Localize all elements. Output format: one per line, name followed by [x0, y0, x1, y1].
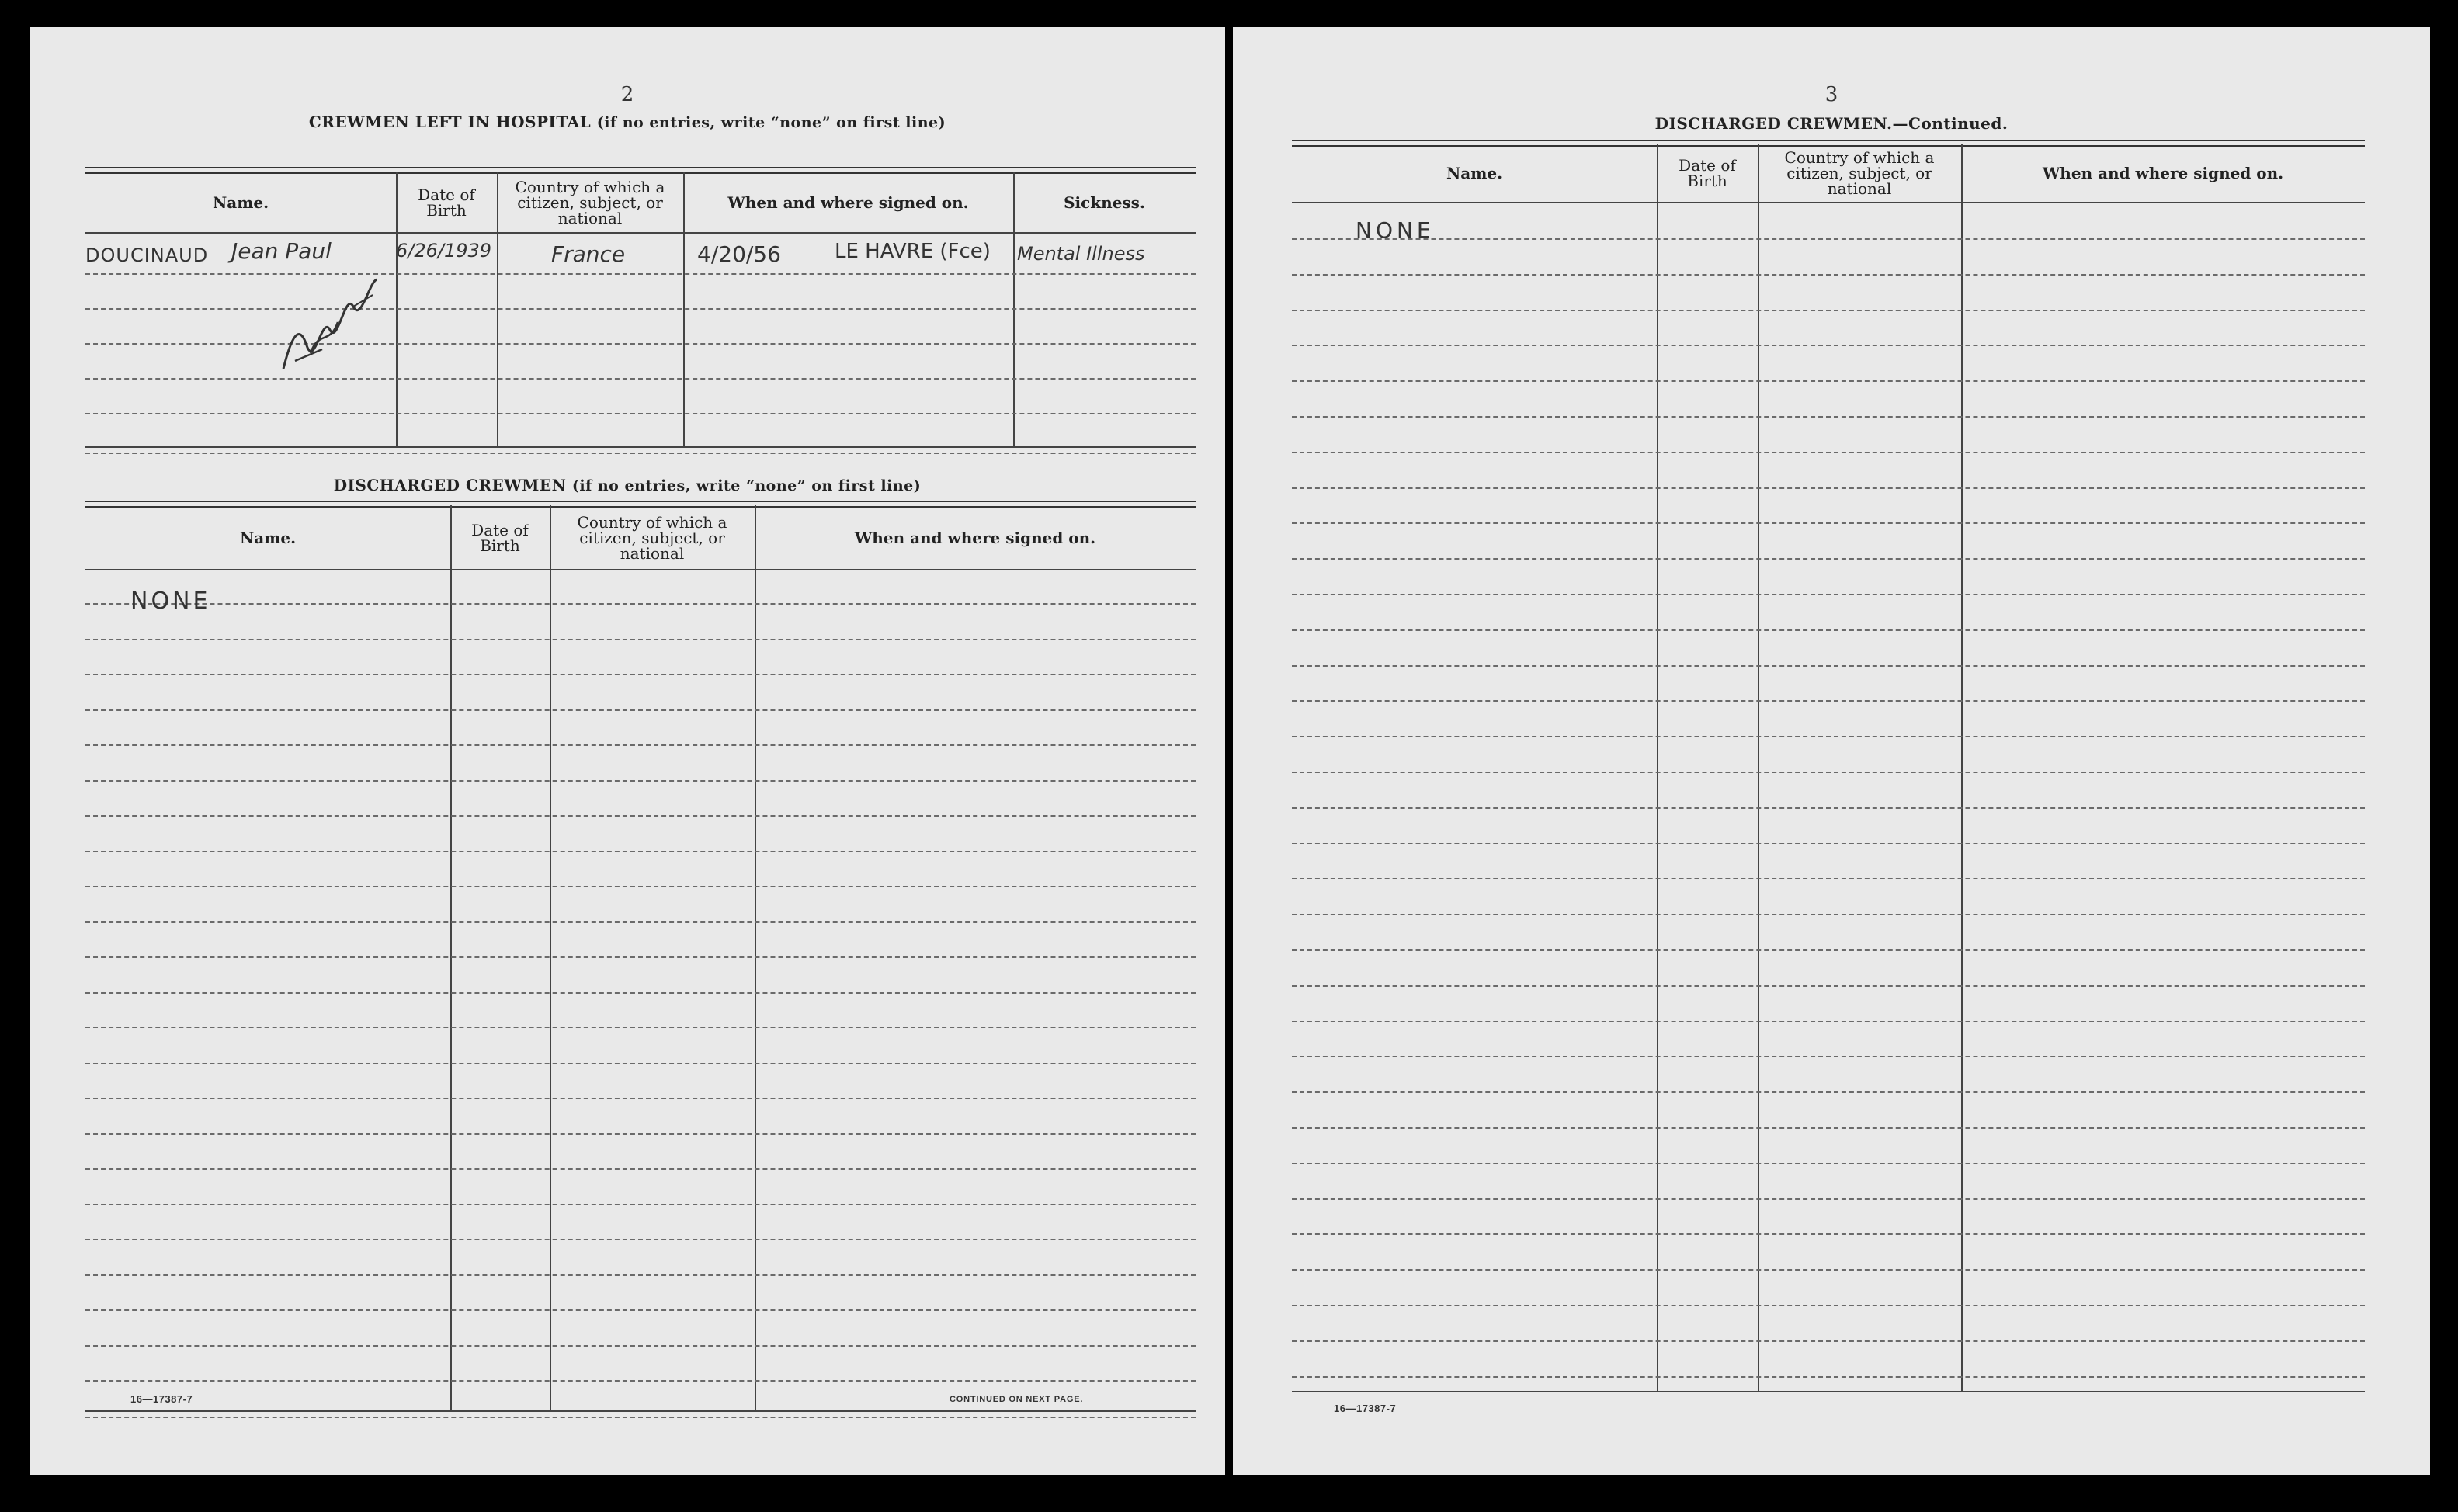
entry-line [1292, 1305, 2365, 1306]
entry-dob: 6/26/1939 [396, 240, 492, 262]
header-bottom-rule [85, 569, 1196, 570]
col-header-sickness: Sickness. [1064, 193, 1145, 212]
entry-line [1292, 1198, 2365, 1200]
entry-line [85, 343, 1196, 345]
section-title-discharged [30, 476, 1225, 494]
column-divider [1758, 144, 1759, 1391]
entry-line [1292, 1127, 2365, 1129]
col-header-country: Country of which a citizen, subject, or national [1784, 148, 1935, 198]
discharged-table [85, 501, 1196, 1417]
column-divider [1657, 144, 1658, 1391]
section-title-hospital [30, 113, 1225, 131]
col-header-signed-on: When and where signed on. [2042, 164, 2284, 182]
table-bottom-rule [85, 446, 1196, 448]
entry-line [85, 1098, 1196, 1099]
entry-sickness: Mental Illness [1017, 243, 1145, 265]
entry-surname: DOUCINAUD [85, 244, 209, 266]
entry-line [1292, 274, 2365, 276]
entry-line [1292, 416, 2365, 418]
entry-line [85, 413, 1196, 414]
section-note: (if no entries, write “none” on first line) [596, 114, 946, 131]
entry-line [85, 1239, 1196, 1240]
entry-line [1292, 914, 2365, 915]
entry-line [1292, 1340, 2365, 1342]
entry-line [85, 1133, 1196, 1135]
entry-given-name: Jean Paul [231, 238, 332, 264]
col-header-country: Country of which a citizen, subject, or national [515, 178, 665, 227]
form-code: 16—17387-7 [130, 1393, 193, 1405]
entry-line [85, 1345, 1196, 1347]
entry-line [1292, 452, 2365, 453]
section-title-text: CREWMEN LEFT IN HOSPITAL [308, 113, 592, 131]
entry-line [85, 1063, 1196, 1064]
hospital-table [85, 136, 1196, 454]
signature-mark [276, 276, 384, 376]
column-divider [1961, 144, 1963, 1391]
entry-line [1292, 1376, 2365, 1378]
entry-line [1292, 238, 2365, 240]
col-header-country: Country of which a citizen, subject, or national [577, 513, 727, 563]
entry-place-signed: LE HAVRE (Fce) [835, 240, 991, 263]
col-header-signed-on: When and where signed on. [727, 193, 969, 212]
entry-country: France [551, 241, 626, 267]
entry-line [1292, 772, 2365, 773]
entry-none: NONE [130, 588, 211, 615]
entry-line [85, 1274, 1196, 1276]
header-bottom-rule [85, 232, 1196, 234]
entry-line [85, 639, 1196, 640]
entry-line [1292, 594, 2365, 595]
col-header-dob: Date of Birth [418, 186, 475, 220]
entry-line [1292, 1021, 2365, 1022]
entry-line [1292, 736, 2365, 737]
table-bottom-dash [85, 1417, 1196, 1418]
entry-date-signed: 4/20/56 [697, 241, 781, 267]
section-note: (if no entries, write “none” on first line) [571, 477, 922, 494]
section-title-discharged-continued: DISCHARGED CREWMEN.—Continued. [1654, 114, 2008, 133]
entry-line [85, 1309, 1196, 1311]
col-header-dob: Date of Birth [1679, 156, 1736, 190]
entry-line [1292, 1269, 2365, 1271]
entry-line [1292, 985, 2365, 987]
entry-line [85, 780, 1196, 782]
entry-line [85, 1204, 1196, 1205]
entry-line [1292, 558, 2365, 560]
header-bottom-rule [1292, 202, 2365, 203]
entry-line [1292, 665, 2365, 667]
entry-line [85, 273, 1196, 275]
entry-line [1292, 1091, 2365, 1093]
entry-line [1292, 949, 2365, 951]
entry-line [85, 886, 1196, 887]
entry-line [1292, 843, 2365, 844]
form-code: 16—17387-7 [1334, 1403, 1397, 1414]
entry-line [1292, 878, 2365, 879]
page-number: 3 [1824, 83, 1838, 106]
entry-line [1292, 629, 2365, 631]
page-number: 2 [620, 83, 634, 106]
entry-line [85, 921, 1196, 923]
entry-line [85, 815, 1196, 817]
entry-line [1292, 380, 2365, 382]
entry-line [1292, 345, 2365, 346]
entry-line [85, 378, 1196, 380]
continued-note: CONTINUED ON NEXT PAGE. [950, 1395, 1084, 1404]
entry-line [1292, 1056, 2365, 1057]
entry-line [85, 744, 1196, 746]
entry-line [1292, 1233, 2365, 1235]
left-page [30, 27, 1225, 1475]
col-header-name: Name. [212, 193, 269, 212]
section-title-text: DISCHARGED CREWMEN [333, 476, 567, 494]
table-bottom-rule [1292, 1391, 2365, 1392]
entry-line [1292, 310, 2365, 311]
col-header-name: Name. [239, 529, 297, 547]
entry-line [85, 1168, 1196, 1170]
entry-line [85, 956, 1196, 958]
table-bottom-dash [85, 453, 1196, 454]
table-bottom-rule [85, 1410, 1196, 1412]
entry-line [85, 603, 1196, 605]
entry-line [85, 851, 1196, 852]
entry-line [85, 709, 1196, 711]
entry-line [1292, 522, 2365, 524]
entry-line [1292, 807, 2365, 809]
entry-line [1292, 700, 2365, 702]
entry-none: NONE [1356, 217, 1435, 243]
entry-line [85, 1380, 1196, 1382]
col-header-name: Name. [1446, 164, 1503, 182]
right-page [1233, 27, 2430, 1475]
entry-line [1292, 487, 2365, 489]
entry-line [85, 1027, 1196, 1028]
entry-line [85, 674, 1196, 675]
entry-line [85, 992, 1196, 994]
col-header-dob: Date of Birth [471, 521, 529, 555]
discharged-continued-table [1292, 140, 2365, 1413]
entry-line [1292, 1163, 2365, 1164]
col-header-signed-on: When and where signed on. [854, 529, 1096, 547]
entry-line [85, 308, 1196, 310]
